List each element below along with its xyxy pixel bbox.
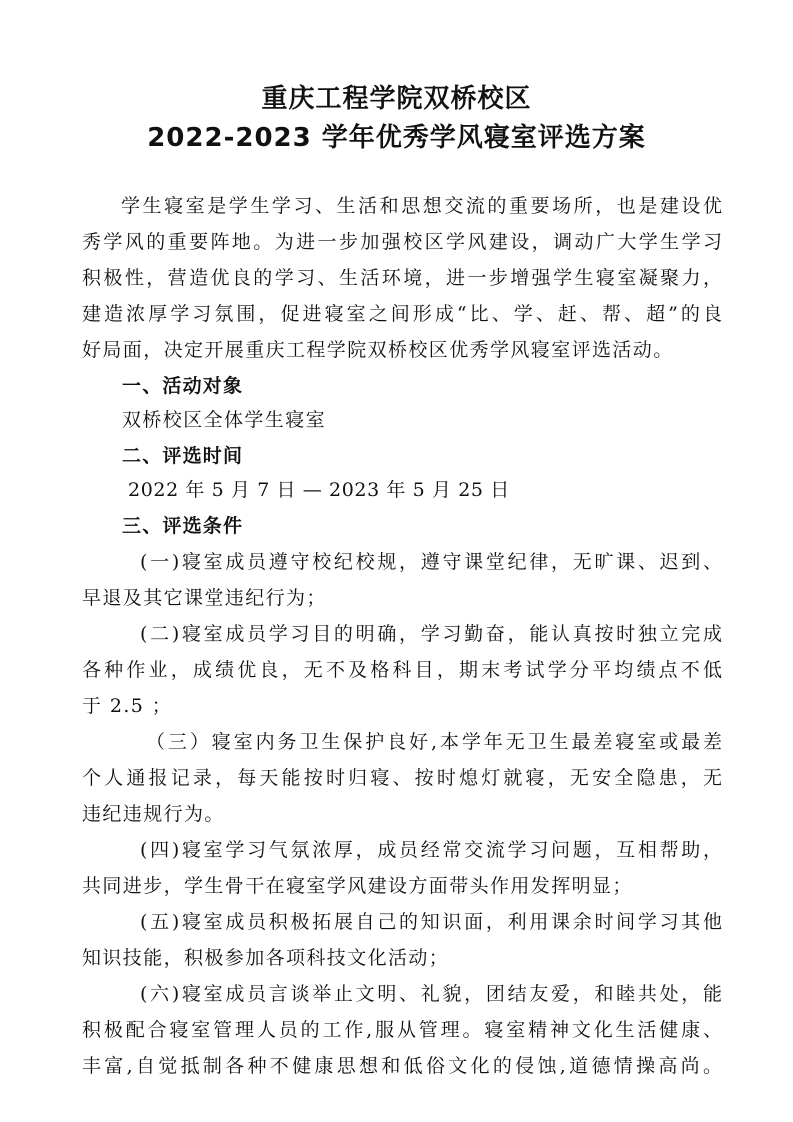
criteria-line: 各种作业，成绩优良，无不及格科目，期末考试学分平均绩点不低 [82, 659, 722, 681]
section-text: 2022 年 5 月 7 日 — 2023 年 5 月 25 日 [128, 479, 510, 501]
criteria-line: 于 2.5 ； [82, 695, 173, 717]
paragraph-line: 秀学风的重要阵地。为进一步加强校区学风建设，调动广大学生学习 [82, 231, 722, 253]
criteria-line: (四)寝室学习气氛浓厚，成员经常交流学习问题，互相帮助， [140, 839, 722, 861]
criteria-line: 违纪违规行为。 [82, 803, 225, 825]
criteria-line: 丰富,自觉抵制各种不健康思想和低俗文化的侵蚀,道德情操高尚。 [82, 1055, 722, 1077]
title-line-1: 重庆工程学院双桥校区 [261, 84, 532, 114]
criteria-line: （三）寝室内务卫生保护良好,本学年无卫生最差寝室或最差 [146, 731, 722, 753]
section-heading: 二、评选时间 [122, 445, 244, 467]
criteria-line: 积极配合寝室管理人员的工作,服从管理。寝室精神文化生活健康、 [82, 1019, 722, 1041]
criteria-line: (一)寝室成员遵守校纪校规，遵守课堂纪律，无旷课、迟到、 [140, 551, 722, 573]
paragraph-line: 积极性，营造优良的学习、生活环境，进一步增强学生寝室凝聚力， [82, 267, 722, 289]
criteria-line: 知识技能，积极参加各项科技文化活动； [82, 947, 450, 969]
section-heading: 一、活动对象 [122, 375, 244, 397]
paragraph-line: 建造浓厚学习氛围，促进寝室之间形成“比、学、赶、帮、超”的良 [82, 303, 722, 325]
criteria-line: (二)寝室成员学习目的明确，学习勤奋，能认真按时独立完成 [140, 623, 722, 645]
criteria-line: 早退及其它课堂违纪行为； [82, 587, 327, 609]
section-heading: 三、评选条件 [122, 515, 244, 537]
criteria-line: (六)寝室成员言谈举止文明、礼貌，团结友爱，和睦共处，能 [140, 983, 722, 1005]
section-text: 双桥校区全体学生寝室 [122, 409, 327, 431]
criteria-line: (五)寝室成员积极拓展自己的知识面，利用课余时间学习其他 [140, 911, 722, 933]
title-line-2: 2022-2023 学年优秀学风寝室评选方案 [147, 123, 646, 153]
paragraph-line: 好局面，决定开展重庆工程学院双桥校区优秀学风寝室评选活动。 [82, 339, 674, 361]
paragraph-line: 学生寝室是学生学习、生活和思想交流的重要场所，也是建设优 [121, 195, 722, 217]
criteria-line: 共同进步，学生骨干在寝室学风建设方面带头作用发挥明显； [82, 875, 633, 897]
criteria-line: 个人通报记录，每天能按时归寝、按时熄灯就寝，无安全隐患，无 [82, 767, 722, 789]
